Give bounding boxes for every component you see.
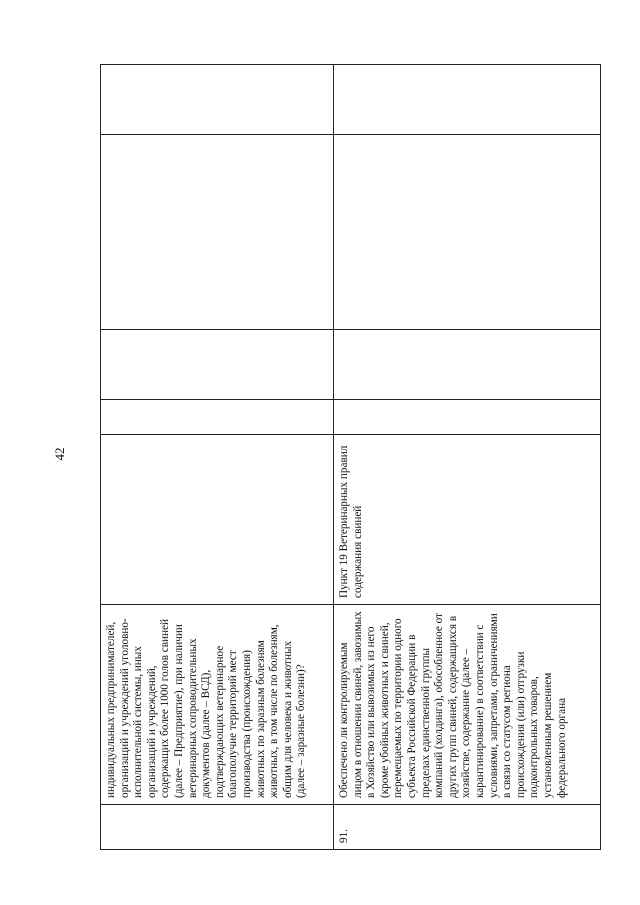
reference-cell [101, 435, 334, 605]
answer-no-cell [334, 330, 601, 400]
answer-na-cell [101, 135, 334, 330]
notes-cell [334, 65, 601, 135]
answer-na-cell [334, 135, 601, 330]
checklist-table [100, 64, 601, 850]
question-cell: Обеспечено ли контролируемым лицом в отношении свиней, завозимых в Хозяйство или вывозимых из него (кроме убойных животных и свиней, перемещаемых по территории одного субъекта Российской Федерации в пределах единственной группы компаний (холдинга), обособленное от других групп свиней, содержащихся в хозяйстве, содержание (далее – карантинирование) в соответствии с условиями, запретами, ограничениями в связи со статусом региона происхождения (или) отгрузки подконтрольных товаров, установленным решением федерального органа [334, 605, 601, 805]
rotated-table-wrapper [100, 65, 600, 850]
answer-no-cell [101, 330, 334, 400]
table-row [101, 65, 334, 850]
page-number: 42 [52, 447, 67, 461]
reference-cell: Пункт 19 Ветеринарных правил содержания свиней [334, 435, 601, 605]
row-number-cell [101, 805, 334, 850]
document-page [100, 65, 600, 850]
answer-yes-cell [101, 400, 334, 435]
answer-yes-cell [334, 400, 601, 435]
question-cell: индивидуальных предпринимателей, организаций и учреждений уголовно-исполнительной системы, иных организаций и учреждений, содержащих более 1000 голов свиней (далее – Предприятие), при наличии ветеринарных сопроводительных документов (далее – ВСД), подтверждающих ветеринарное благополучие территорий мест производства (происхождения) животных по заразным болезням животных, в том числе по болезням, общим для человека и животных (далее – заразные болезни)? [101, 605, 334, 805]
table-row [334, 65, 601, 850]
notes-cell [101, 65, 334, 135]
row-number-cell: 91. [334, 805, 601, 850]
